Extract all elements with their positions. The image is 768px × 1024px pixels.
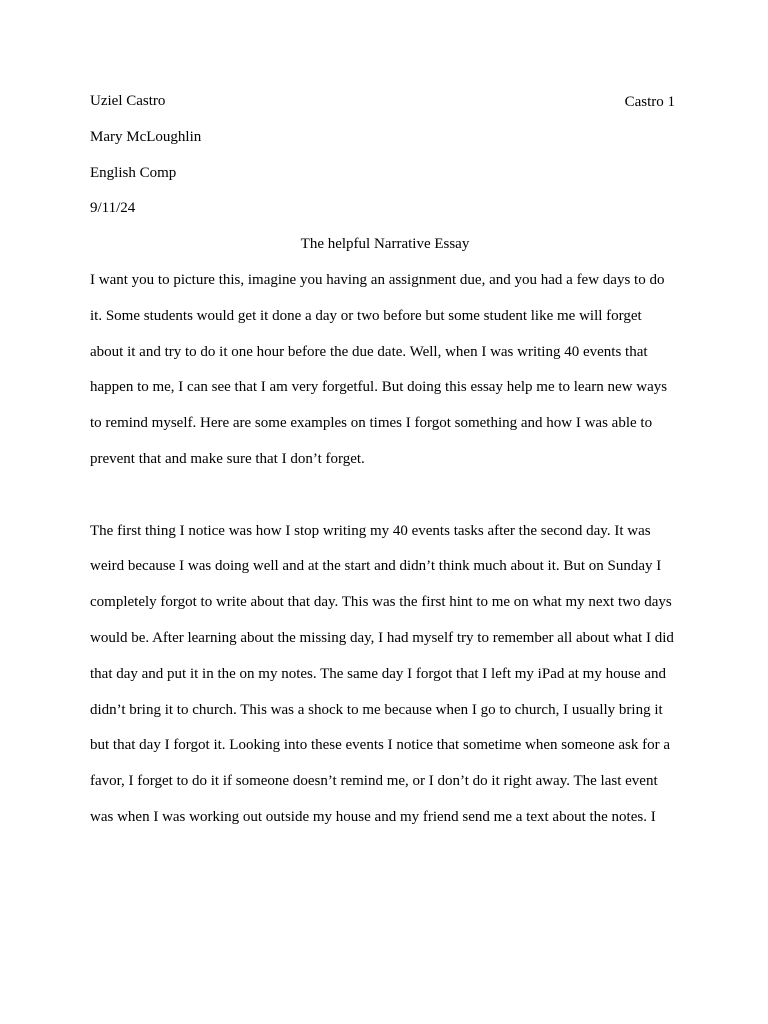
running-header-page-number: Castro 1 — [624, 94, 675, 110]
text-line: about it and try to do it one hour before the due date. Well, when I was writing 40 events that — [90, 343, 648, 360]
text-line: prevent that and make sure that I don’t forget. — [90, 450, 365, 467]
text-line: it. Some students would get it done a day or two before but some student like me will forget — [90, 307, 642, 324]
text-line: would be. After learning about the missing day, I had myself try to remember all about what I did — [90, 629, 674, 646]
text-line: but that day I forgot it. Looking into these events I notice that sometime when someone ask for a — [90, 737, 671, 754]
text-line: was when I was working out outside my house and my friend send me a text about the notes. I — [90, 808, 656, 825]
text-line: didn’t bring it to church. This was a shock to me because when I go to church, I usually bring it — [90, 701, 663, 718]
course-name: English Comp — [90, 164, 177, 181]
text-line: that day and put it in the on my notes. The same day I forgot that I left my iPad at my house and — [90, 665, 666, 682]
paragraph-2 — [90, 514, 680, 836]
essay-date: 9/11/24 — [90, 200, 136, 217]
text-line: weird because I was doing well and at the start and didn’t think much about it. But on Sunday I — [90, 558, 662, 575]
text-line: completely forgot to write about that day. This was the first hint to me on what my next two days — [90, 594, 672, 611]
document-body — [90, 84, 680, 836]
instructor-name: Mary McLoughlin — [90, 128, 202, 145]
text-line: The first thing I notice was how I stop writing my 40 events tasks after the second day. It was — [90, 522, 651, 539]
text-line: favor, I forget to do it if someone doesn’t remind me, or I don’t do it right away. The last event — [90, 773, 658, 790]
paragraph-1 — [90, 263, 680, 478]
student-name: Uziel Castro — [90, 93, 166, 109]
essay-title: The helpful Narrative Essay — [300, 236, 470, 253]
text-line: happen to me, I can see that I am very forgetful. But doing this essay help me to learn new ways — [90, 379, 668, 396]
paragraph-spacer — [90, 478, 680, 514]
text-line: I want you to picture this, imagine you having an assignment due, and you had a few days to do — [90, 271, 665, 288]
text-line: to remind myself. Here are some examples on times I forgot something and how I was able to — [90, 415, 653, 432]
